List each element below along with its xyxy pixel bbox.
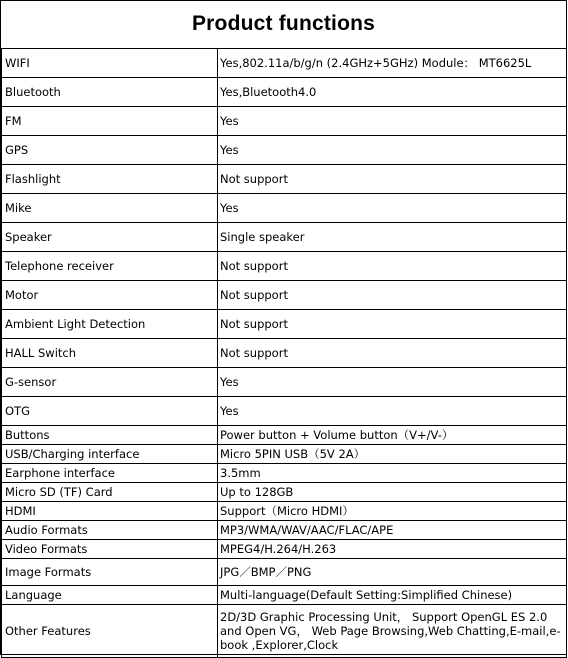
title-bar [1,1,566,48]
value-cell: Support（Micro HDMI） [218,502,567,521]
value-cell: Up to 128GB [218,483,567,502]
feature-cell: OTG [2,397,218,426]
feature-cell: G-sensor [2,368,218,397]
value-cell: MPEG4/H.264/H.263 [218,540,567,559]
feature-cell: Mike [2,194,218,223]
feature-cell: Bluetooth [2,78,218,107]
value-cell: Yes [218,397,567,426]
feature-cell: Other Features [2,605,218,658]
feature-cell: HALL Switch [2,339,218,368]
feature-cell: Audio Formats [2,521,218,540]
value-cell: Single speaker [218,223,567,252]
table-row [2,368,567,397]
page-title: Product functions [191,11,376,35]
feature-cell: FM [2,107,218,136]
feature-cell: Telephone receiver [2,252,218,281]
table-row [2,107,567,136]
feature-cell: Motor [2,281,218,310]
feature-cell: Language [2,586,218,605]
value-cell: Yes [218,368,567,397]
table-row [2,521,567,540]
value-cell: Yes [218,136,567,165]
feature-cell: Micro SD (TF) Card [2,483,218,502]
value-cell: Not support [218,281,567,310]
table-row [2,397,567,426]
table-row [2,339,567,368]
table-row [2,194,567,223]
feature-cell: Image Formats [2,559,218,586]
table-row [2,502,567,521]
value-cell: Not support [218,310,567,339]
table-row [2,49,567,78]
value-cell: Yes,Bluetooth4.0 [218,78,567,107]
table-row [2,605,567,658]
table-body [2,49,567,658]
value-cell: Yes,802.11a/b/g/n (2.4GHz+5GHz) Module： MT6625L [218,49,567,78]
value-cell: Yes [218,194,567,223]
table-row [2,559,567,586]
value-cell: Not support [218,339,567,368]
table-row [2,281,567,310]
feature-cell: HDMI [2,502,218,521]
value-cell: Multi-language(Default Setting:Simplified Chinese) [218,586,567,605]
table-row [2,252,567,281]
value-cell: Not support [218,165,567,194]
feature-cell: Buttons [2,426,218,445]
feature-cell: Ambient Light Detection [2,310,218,339]
feature-cell: Speaker [2,223,218,252]
value-cell: JPG／BMP／PNG [218,559,567,586]
value-cell: Yes [218,107,567,136]
value-cell: Not support [218,252,567,281]
table-row [2,78,567,107]
feature-cell: Video Formats [2,540,218,559]
value-cell: 3.5mm [218,464,567,483]
table-row [2,136,567,165]
feature-cell: Earphone interface [2,464,218,483]
table-row [2,483,567,502]
feature-cell: Flashlight [2,165,218,194]
feature-cell: GPS [2,136,218,165]
product-functions-table [1,48,567,658]
value-cell: Power button + Volume button（V+/V-） [218,426,567,445]
table-row [2,165,567,194]
table-row [2,445,567,464]
value-cell: Micro 5PIN USB（5V 2A） [218,445,567,464]
table-row [2,426,567,445]
table-row [2,464,567,483]
table-row [2,310,567,339]
table-row [2,223,567,252]
table-row [2,586,567,605]
table-row [2,540,567,559]
feature-cell: USB/Charging interface [2,445,218,464]
value-cell: 2D/3D Graphic Processing Unit， Support OpenGL ES 2.0 and Open VG， Web Page Browsing,Web Chatting,E-mail,e-book ,Explorer,Clock [218,605,567,658]
feature-cell: WIFI [2,49,218,78]
value-cell: MP3/WMA/WAV/AAC/FLAC/APE [218,521,567,540]
